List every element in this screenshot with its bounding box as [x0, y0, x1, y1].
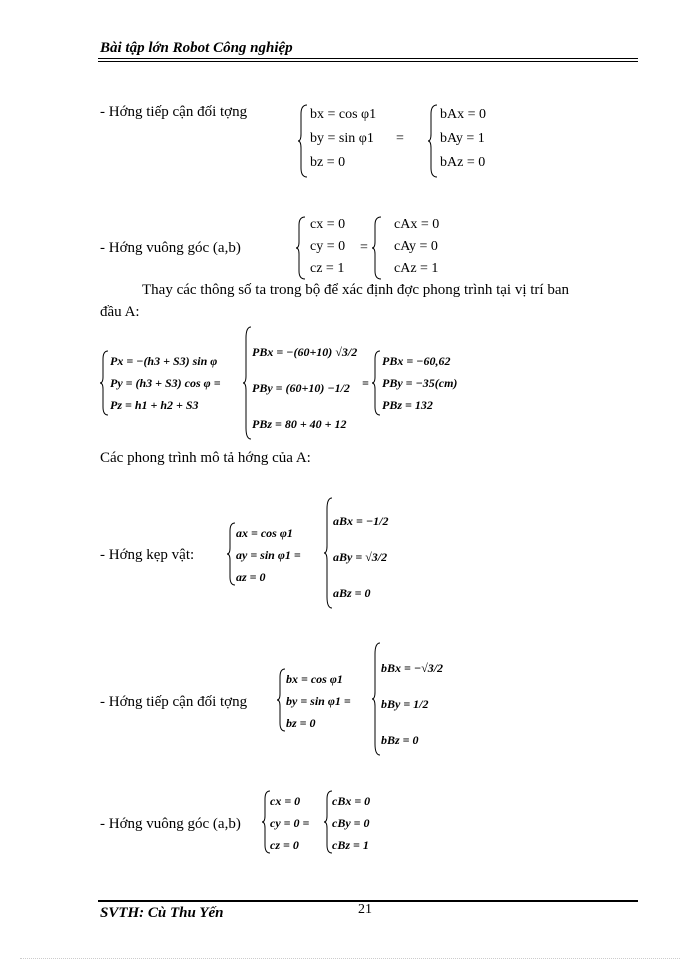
equation-line: bAz = 0 [440, 155, 486, 170]
equation-line: az = 0 [236, 570, 266, 584]
equation-line: cy = 0 [310, 239, 346, 254]
equation-line: cBx = 0 [332, 794, 371, 808]
equation-line: cAy = 0 [394, 239, 438, 254]
footer-author: SVTH: Cù Thu Yến [100, 905, 224, 921]
paragraph-substitute-cont: đầu A: [100, 304, 140, 320]
a-system-1 [236, 522, 301, 588]
equation-line: PBx = −(60+10) √3/2 [252, 345, 358, 359]
equation-line: ax = cos φ1 [236, 526, 293, 540]
a-direction-label: - Hớng kẹp vật: [100, 547, 195, 563]
equation-line: cz = 1 [310, 261, 345, 276]
left-brace [372, 642, 381, 756]
equation-line: bz = 0 [310, 155, 346, 170]
left-brace [324, 497, 333, 609]
equation-line: bAx = 0 [440, 107, 487, 122]
left-brace [372, 350, 381, 416]
equation-line: PBy = −35(cm) [382, 376, 458, 390]
c2-direction-label: - Hớng vuông góc (a,b) [100, 816, 241, 832]
page-number: 21 [358, 902, 372, 917]
left-brace [277, 668, 286, 732]
equation-line: by = sin φ1 = [286, 694, 351, 708]
equation-line: bBx = −√3/2 [381, 661, 444, 675]
b-system-1 [310, 103, 376, 175]
c2-system-2 [332, 790, 370, 856]
equals-sign: = [362, 376, 369, 390]
equation-line: Px = −(h3 + S3) sin φ [110, 354, 218, 368]
paragraph-orientation: Các phong trình mô tả hớng của A: [100, 450, 311, 466]
equation-line: ay = sin φ1 = [236, 548, 301, 562]
equation-line: bx = cos φ1 [310, 107, 377, 122]
left-brace [372, 216, 382, 280]
b-system-2 [440, 103, 486, 175]
equation-line: aBy = √3/2 [333, 550, 388, 564]
c-system-2 [394, 214, 439, 280]
equation-line: cy = 0 = [270, 816, 310, 830]
left-brace [296, 216, 306, 280]
equation-line: cx = 0 [270, 794, 301, 808]
b2-system-2 [381, 650, 443, 758]
header-rule [98, 58, 638, 59]
b-direction-label: - Hớng tiếp cận đối tợng [100, 104, 248, 120]
left-brace [298, 104, 308, 178]
page-edge [20, 958, 680, 959]
left-brace [100, 350, 109, 416]
equation-line: cBy = 0 [332, 816, 370, 830]
header-rule-2 [98, 61, 638, 62]
left-brace [428, 104, 438, 178]
left-brace [243, 326, 252, 440]
equation-line: aBx = −1/2 [333, 514, 389, 528]
equation-line: Py = (h3 + S3) cos φ = [110, 376, 221, 390]
paragraph-substitute: Thay các thông số ta trong bộ để xác định đợc phong trình tại vị trí ban [142, 282, 569, 298]
equation-line: bBz = 0 [381, 733, 419, 747]
header-title: Bài tập lớn Robot Công nghiệp [100, 40, 293, 56]
equals-sign: = [396, 131, 404, 146]
equation-line: PBz = 132 [382, 398, 433, 412]
equation-line: PBx = −60,62 [382, 354, 451, 368]
p-system-3 [382, 350, 457, 416]
c-direction-label: - Hớng vuông góc (a,b) [100, 240, 241, 256]
equation-line: PBz = 80 + 40 + 12 [252, 417, 347, 431]
equation-line: Pz = h1 + h2 + S3 [110, 398, 199, 412]
equation-line: bx = cos φ1 [286, 672, 343, 686]
c2-system-1 [270, 790, 309, 856]
equation-line: bAy = 1 [440, 131, 485, 146]
p-system-2 [252, 334, 357, 442]
equation-line: bBy = 1/2 [381, 697, 429, 711]
c-system-1 [310, 214, 345, 280]
equation-line: PBy = (60+10) −1/2 [252, 381, 350, 395]
left-brace [227, 522, 236, 586]
b2-system-1 [286, 668, 351, 734]
equation-line: bz = 0 [286, 716, 316, 730]
p-system-1 [110, 350, 221, 416]
b2-direction-label: - Hớng tiếp cận đối tợng [100, 694, 248, 710]
equation-line: cz = 0 [270, 838, 299, 852]
equation-line: cAz = 1 [394, 261, 439, 276]
equation-line: aBz = 0 [333, 586, 371, 600]
equation-line: by = sin φ1 [310, 131, 374, 146]
equation-line: cAx = 0 [394, 217, 440, 232]
a-system-2 [333, 503, 388, 611]
equation-line: cx = 0 [310, 217, 346, 232]
equals-sign: = [360, 240, 368, 255]
equation-line: cBz = 1 [332, 838, 369, 852]
